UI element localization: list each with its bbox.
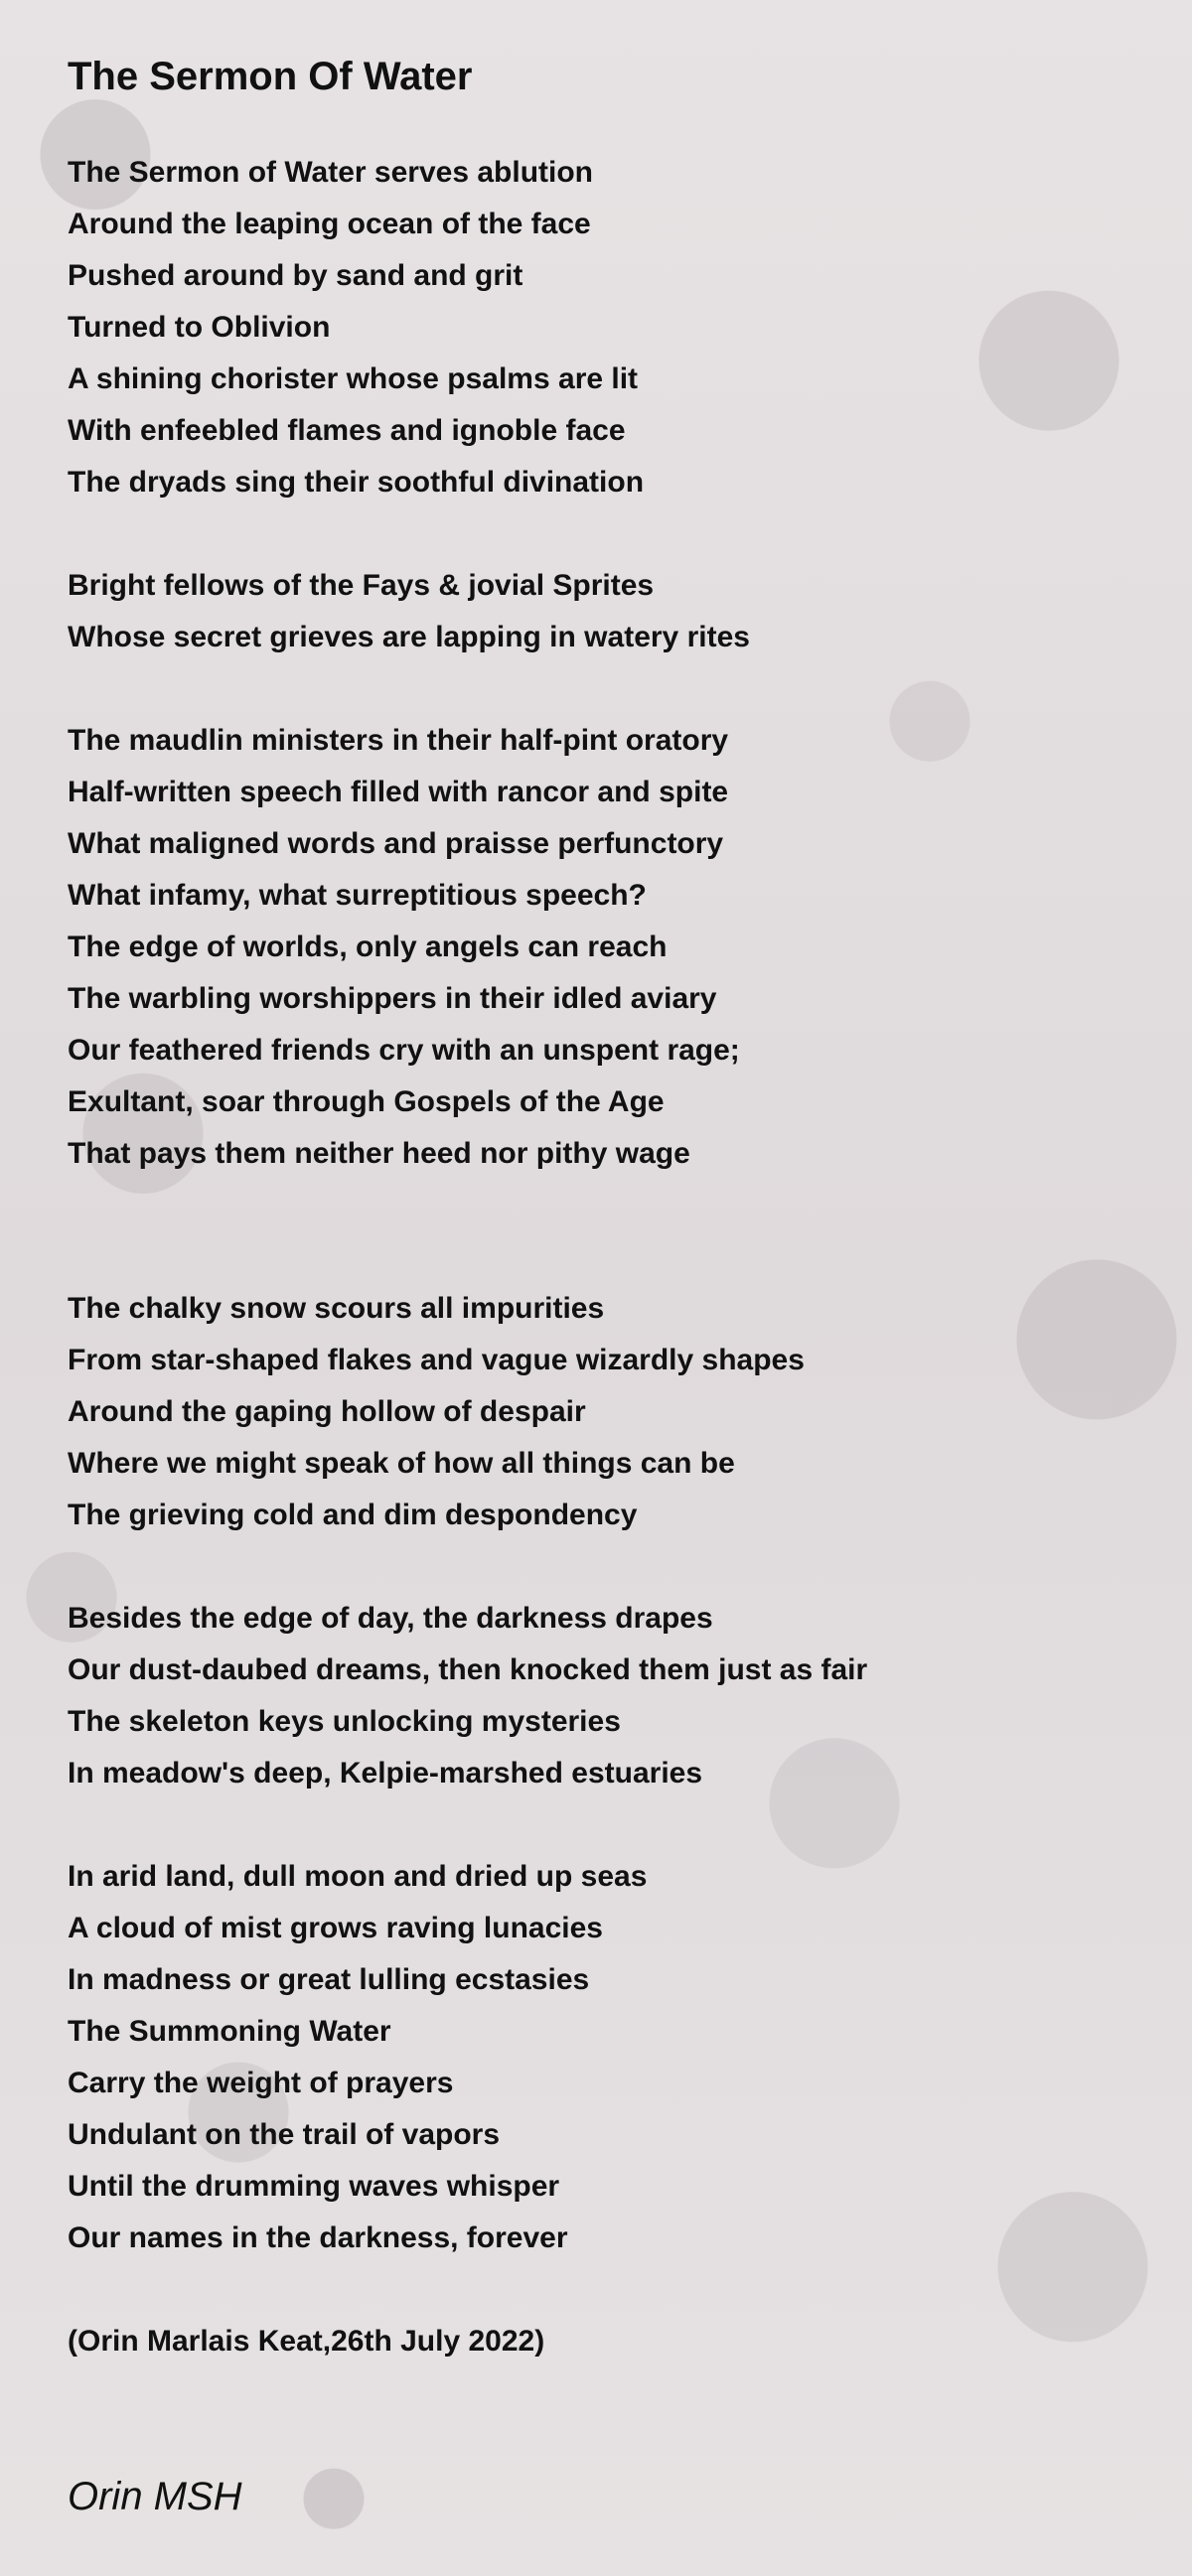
poem-line: Besides the edge of day, the darkness drapes [68, 1602, 713, 1635]
stanza-break [68, 1180, 1140, 1231]
poem-line: Carry the weight of prayers [68, 2067, 454, 2099]
poem-line: Where we might speak of how all things can be [68, 1447, 735, 1480]
stanza-break [68, 1541, 1140, 1593]
poem-line: Undulant on the trail of vapors [68, 2118, 501, 2151]
poem-line: A shining chorister whose psalms are lit [68, 362, 639, 395]
poem-line: The edge of worlds, only angels can reach [68, 930, 668, 963]
poem-line: The dryads sing their soothful divination [68, 466, 645, 499]
poem-line: With enfeebled flames and ignoble face [68, 414, 626, 447]
stanza-6 [68, 1851, 1140, 2264]
stanza-break [68, 1231, 1140, 1283]
stanza-break [68, 508, 1140, 560]
poem-line: Our feathered friends cry with an unspent rage; [68, 1034, 740, 1067]
poem-line: From star-shaped flakes and vague wizardly shapes [68, 1344, 805, 1376]
poem-line: Turned to Oblivion [68, 311, 331, 344]
poem-line: Half-written speech filled with rancor and spite [68, 776, 729, 808]
poem-line: Our dust-daubed dreams, then knocked them just as fair [68, 1653, 868, 1686]
stanza-break [68, 2264, 1140, 2316]
poem-line: Bright fellows of the Fays & jovial Sprites [68, 569, 655, 602]
poem-line: In arid land, dull moon and dried up seas [68, 1860, 648, 1893]
poem-line: The maudlin ministers in their half-pint oratory [68, 724, 729, 757]
stanza-4 [68, 1283, 1140, 1541]
poem-line: That pays them neither heed nor pithy wage [68, 1137, 690, 1170]
poem-line: What maligned words and praisse perfunctory [68, 827, 724, 860]
poem-line: The chalky snow scours all impurities [68, 1292, 605, 1325]
poem-title: The Sermon Of Water [68, 55, 473, 98]
poem-line: Until the drumming waves whisper [68, 2170, 560, 2203]
stanza-1 [68, 147, 1140, 508]
poem-line: Whose secret grieves are lapping in watery rites [68, 621, 750, 653]
poem-signature: (Orin Marlais Keat,26th July 2022) [68, 2325, 545, 2358]
poem-line: Pushed around by sand and grit [68, 259, 523, 292]
poem-line: Around the leaping ocean of the face [68, 208, 591, 240]
stanza-5 [68, 1593, 1140, 1799]
poem-line: Our names in the darkness, forever [68, 2221, 568, 2254]
stanza-3 [68, 715, 1140, 1180]
poem-line: The grieving cold and dim despondency [68, 1499, 638, 1531]
poem-line: A cloud of mist grows raving lunacies [68, 1912, 603, 1944]
stanza-break [68, 1799, 1140, 1851]
poem-line: Exultant, soar through Gospels of the Age [68, 1085, 665, 1118]
poem-line: The Summoning Water [68, 2015, 391, 2048]
poem-line: In madness or great lulling ecstasies [68, 1963, 590, 1996]
poem-line: What infamy, what surreptitious speech? [68, 879, 647, 912]
poem-line: The skeleton keys unlocking mysteries [68, 1705, 621, 1738]
stanza-2 [68, 560, 1140, 663]
poem-line: The Sermon of Water serves ablution [68, 156, 593, 189]
poem-line: The warbling worshippers in their idled aviary [68, 982, 717, 1015]
poem-line: Around the gaping hollow of despair [68, 1395, 586, 1428]
stanza-break [68, 663, 1140, 715]
poem-container [68, 50, 1140, 2367]
author-name: Orin MSH [68, 2475, 242, 2518]
poem-line: In meadow's deep, Kelpie-marshed estuaries [68, 1757, 703, 1789]
